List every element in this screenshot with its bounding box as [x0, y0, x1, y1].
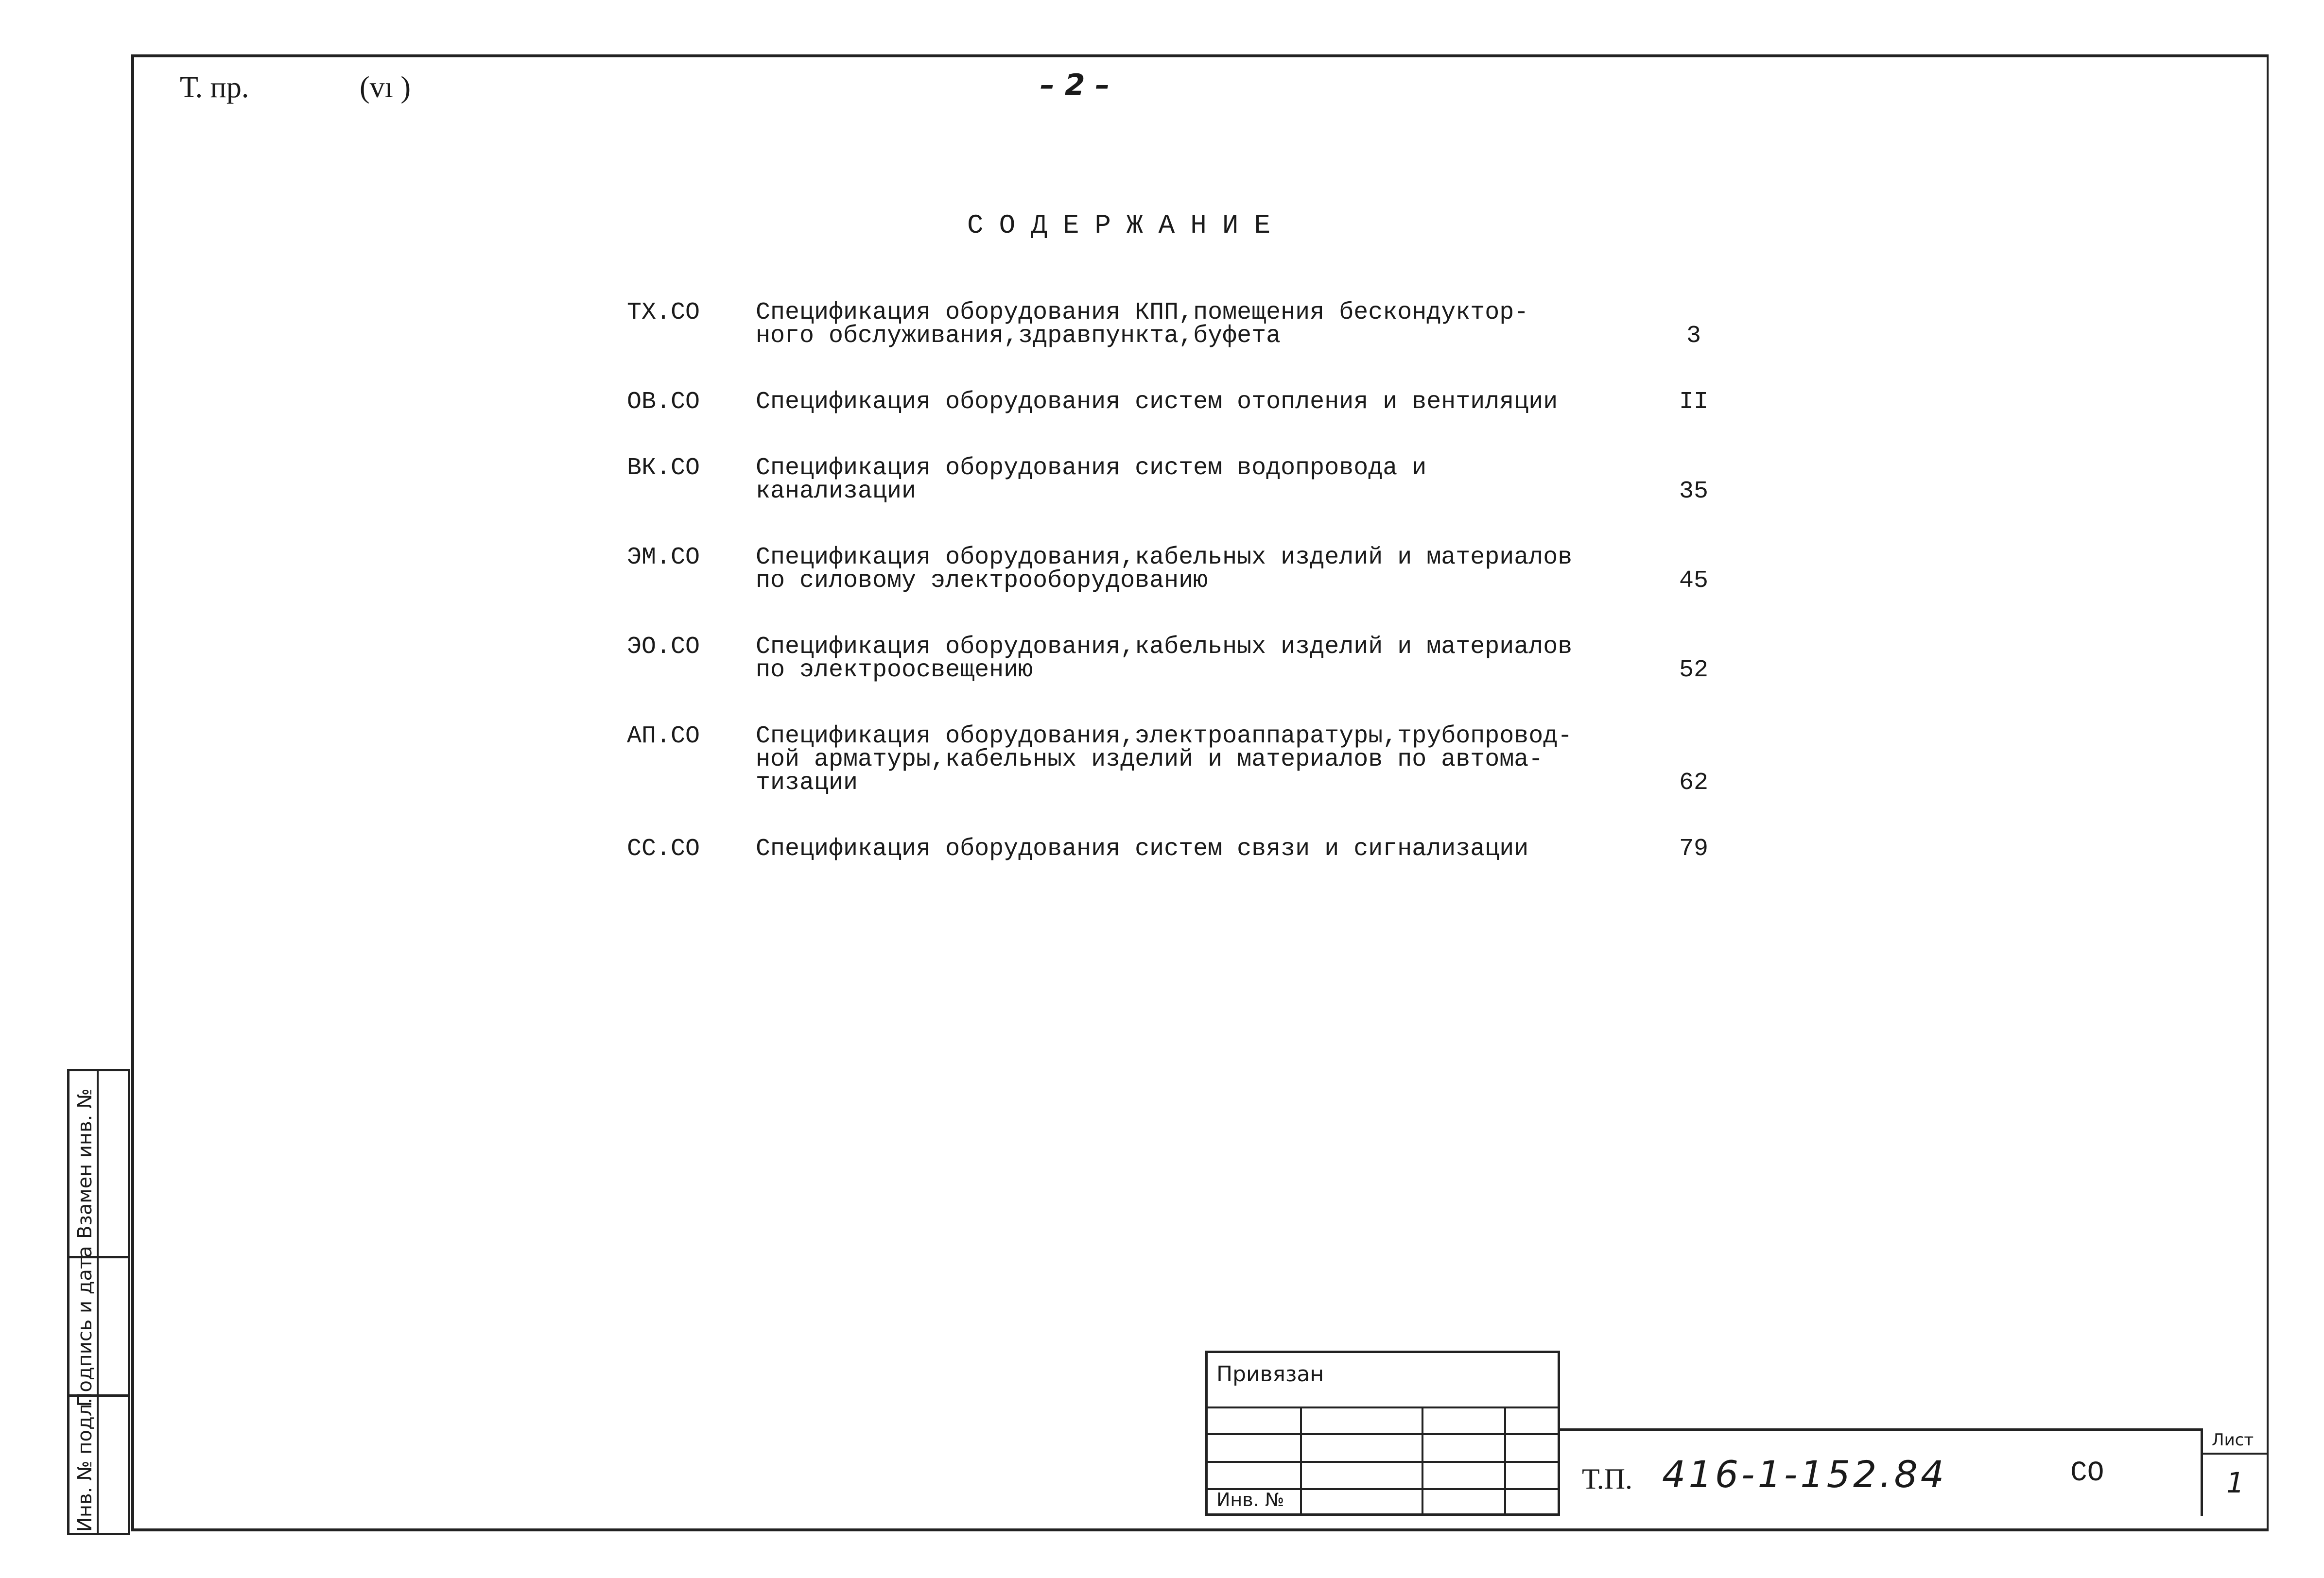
toc-entry: [627, 454, 1764, 505]
toc-entry-description: Спецификация оборудования,электроаппаратуры,трубопровод- ной арматуры,кабельных изделий и материалов по автома- тизации: [756, 722, 1573, 797]
toc-entry-page: 52: [1679, 656, 1708, 684]
header-mark: (vı ): [360, 71, 411, 104]
doc-code: СО: [2070, 1458, 2104, 1489]
stamp-replacement-inv-label: Взамен инв. №: [74, 1088, 96, 1239]
toc-entry-page: 62: [1679, 769, 1708, 797]
toc-entry-code: СС.СО: [627, 835, 700, 863]
inv-label: Инв. №: [1216, 1489, 1284, 1510]
title-block-main: [1560, 1428, 2269, 1516]
toc-entry: [627, 388, 1764, 416]
toc-entry-code: ТХ.СО: [627, 299, 700, 326]
stamp-original-inv: [67, 1394, 130, 1535]
toc-entry-page: 35: [1679, 478, 1708, 505]
toc-list: [627, 301, 1764, 861]
grid-line: [1422, 1406, 1423, 1513]
toc-entry-page: 3: [1686, 322, 1701, 350]
title-block-top-line: [1560, 1428, 2201, 1431]
project-number: 416-1-152.84: [1662, 1453, 1947, 1496]
sheet-label: Лист: [2212, 1430, 2254, 1450]
toc-entry-description: Спецификация оборудования систем водопровода и канализации: [756, 454, 1427, 505]
stamp-signature-date-label: Подпись и дата: [74, 1246, 96, 1407]
toc-entry-page: II: [1679, 388, 1708, 416]
toc-entry-code: АП.СО: [627, 722, 700, 750]
toc-entry-page: 45: [1679, 567, 1708, 595]
stamp-field: [97, 1258, 128, 1394]
title-block-privyazan: [1205, 1351, 1560, 1516]
toc-entry: [627, 301, 1764, 348]
toc-title: СОДЕРЖАНИЕ: [967, 210, 1286, 241]
toc-entry-code: ОВ.СО: [627, 388, 700, 416]
toc-entry: [627, 722, 1764, 797]
toc-entry-page: 79: [1679, 835, 1708, 863]
toc-entry-code: ЭО.СО: [627, 633, 700, 661]
grid-line: [1504, 1406, 1506, 1513]
page-number: – 2 –: [1040, 68, 1110, 102]
grid-line: [1300, 1406, 1302, 1513]
toc-entry-description: Спецификация оборудования,кабельных изделий и материалов по силовому электрооборудованию: [756, 544, 1573, 595]
sheet-value: 1: [2226, 1466, 2244, 1499]
toc-entry: [627, 835, 1764, 863]
stamp-original-inv-label: Инв. № подл.: [74, 1398, 96, 1532]
toc-entry: [627, 635, 1764, 682]
toc-entry-description: Спецификация оборудования КПП,помещения бескондуктор- ного обслуживания,здравпункта,буфета: [756, 299, 1529, 350]
toc-entry-description: Спецификация оборудования,кабельных изделий и материалов по электроосвещению: [756, 633, 1573, 684]
tp-label: Т.П.: [1582, 1463, 1632, 1495]
toc-entry-description: Спецификация оборудования систем связи и сигнализации: [756, 835, 1529, 863]
toc-entry: [627, 546, 1764, 593]
toc-entry-code: ВК.СО: [627, 454, 700, 482]
sheet-cell: [2201, 1428, 2269, 1516]
stamp-field: [97, 1071, 128, 1256]
sheet-separator: [2203, 1453, 2269, 1455]
toc-entry-description: Спецификация оборудования систем отопления и вентиляции: [756, 388, 1558, 416]
toc-entry-code: ЭМ.СО: [627, 544, 700, 571]
stamp-signature-date: [67, 1246, 130, 1407]
stamp-field: [97, 1397, 128, 1533]
privyazan-label: Привязан: [1216, 1362, 1324, 1387]
header-left-label: Т. пр.: [180, 71, 249, 104]
stamp-replacement-inv: [67, 1069, 130, 1258]
